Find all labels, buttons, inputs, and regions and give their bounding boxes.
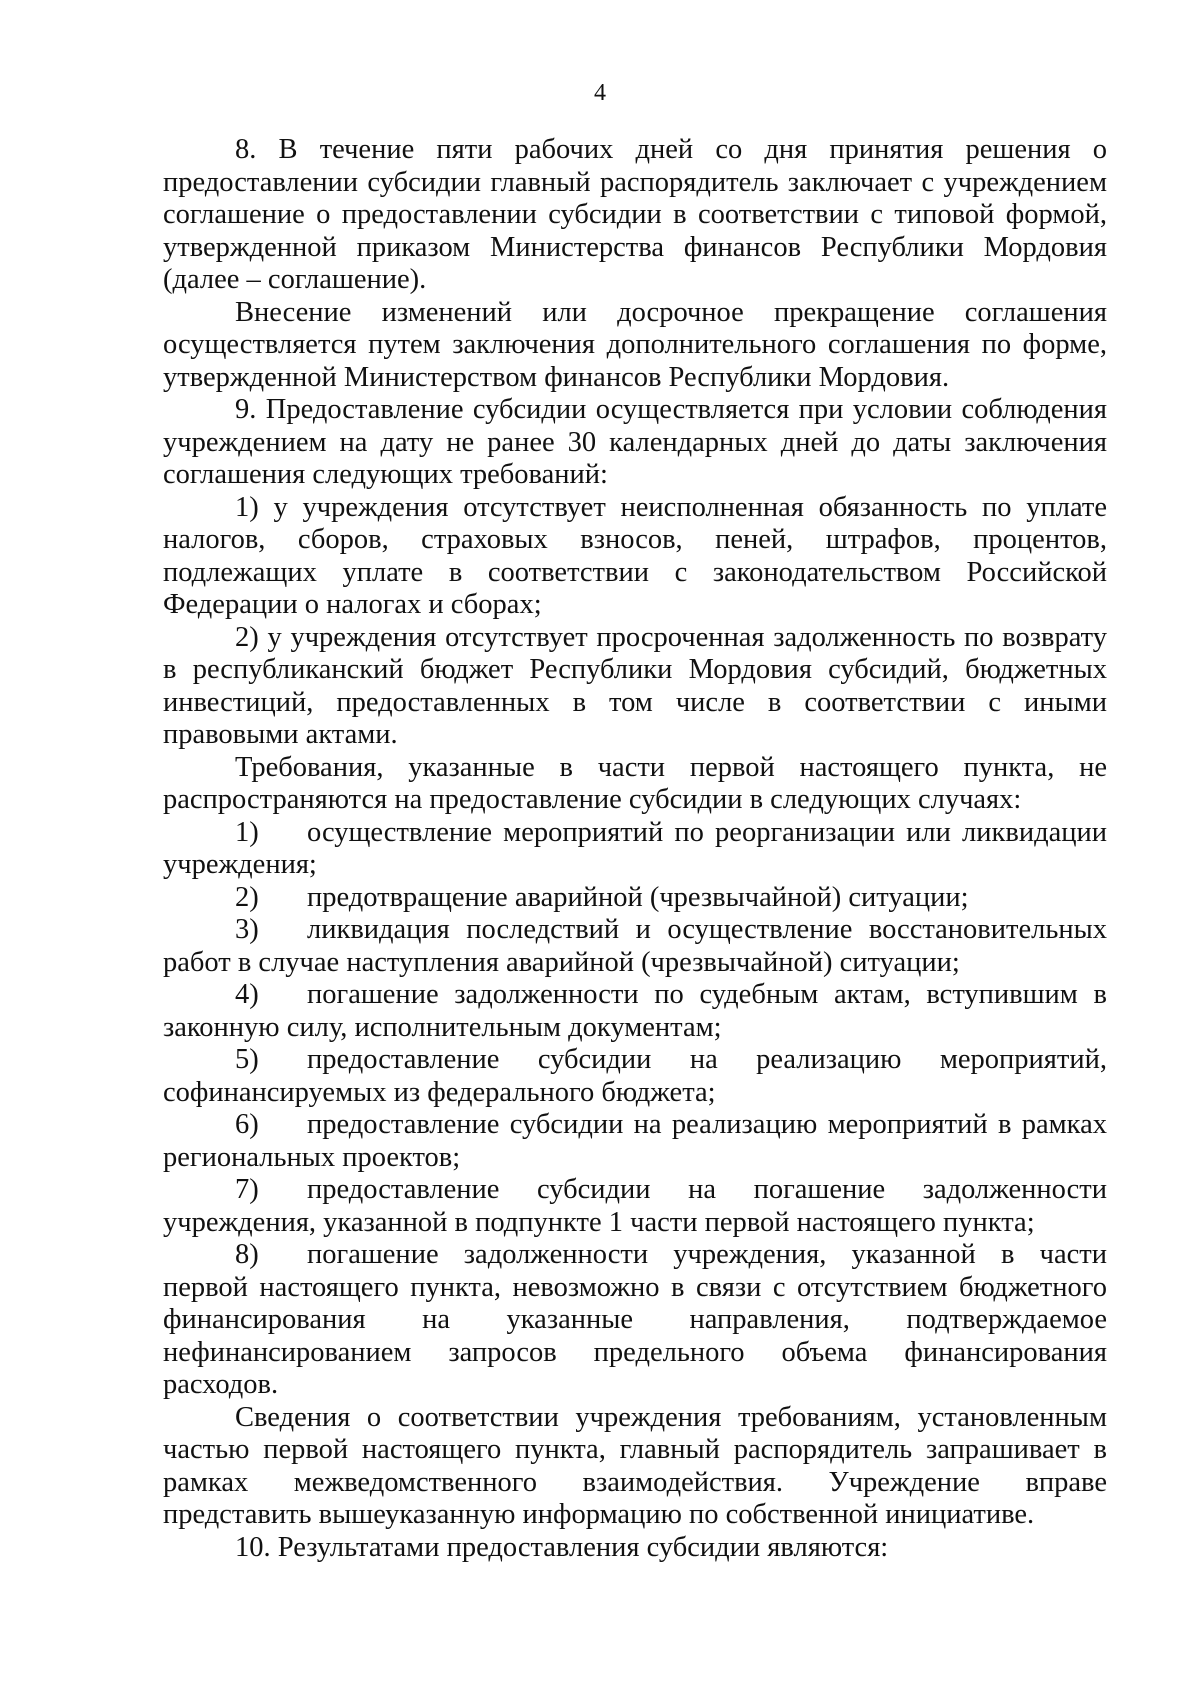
exception-text: осуществление мероприятий по реорганизации или ликвидации учреждения; (163, 816, 1107, 880)
paragraph-9-info: Сведения о соответствии учреждения требованиям, установленным частью первой настоящего пункта, главный распорядитель запрашивает в рамках межведомственного взаимодействия. Учреждение вправе представить вышеуказанную информацию по собственной инициативе. (163, 1401, 1107, 1530)
page-number: 4 (594, 80, 606, 106)
exception-number: 6) (235, 1109, 259, 1140)
exception-text: предоставление субсидии на реализацию мероприятий, софинансируемых из федерального бюджета; (163, 1044, 1107, 1108)
exception-number: 7) (235, 1174, 259, 1205)
exception-text: предотвращение аварийной (чрезвычайной) ситуации; (307, 881, 969, 913)
paragraph-8: 8. В течение пяти рабочих дней со дня принятия решения о предоставлении субсидии главный распорядитель заключает с учреждением соглашение о предоставлении субсидии в соответствии с типовой формой, утвержденной приказом Министерства финансов Республики Мордовия (далее – соглашение). (163, 134, 1107, 295)
exception-number: 8) (235, 1239, 259, 1270)
document-body (163, 134, 1107, 1564)
exception-number: 2) (235, 881, 259, 913)
paragraph-9-requirement-2: 2) у учреждения отсутствует просроченная задолженность по возврату в республиканский бюджет Республики Мордовия субсидий, бюджетных инвестиций, предоставленных в том числе в соответствии с иными правовыми актами. (163, 621, 1107, 750)
exception-item-1 (163, 817, 1107, 882)
exception-number: 4) (235, 979, 259, 1010)
paragraph-9-exceptions-intro: Требования, указанные в части первой настоящего пункта, не распространяются на предоставление субсидии в следующих случаях: (163, 751, 1107, 815)
exception-item-4 (163, 979, 1107, 1044)
exception-item-3 (163, 914, 1107, 979)
exception-text: предоставление субсидии на погашение задолженности учреждения, указанной в подпункте 1 части первой настоящего пункта; (163, 1174, 1107, 1238)
exception-item-7 (163, 1174, 1107, 1239)
exception-item-2 (163, 882, 1107, 915)
paragraph-9-requirement-1: 1) у учреждения отсутствует неисполненная обязанность по уплате налогов, сборов, страховых взносов, пеней, штрафов, процентов, подлежащих уплате в соответствии с законодательством Российской Федерации о налогах и сборах; (163, 491, 1107, 620)
exception-text: погашение задолженности учреждения, указанной в части первой настоящего пункта, невозможно в связи с отсутствием бюджетного финансирования на указанные направления, подтверждаемое нефинансированием запросов предельного объема финансирования расходов. (163, 1239, 1107, 1400)
paragraph-9: 9. Предоставление субсидии осуществляется при условии соблюдения учреждением на дату не ранее 30 календарных дней до даты заключения соглашения следующих требований: (163, 394, 1107, 490)
exception-item-8 (163, 1239, 1107, 1402)
exception-text: погашение задолженности по судебным актам, вступившим в законную силу, исполнительным документам; (163, 979, 1107, 1043)
exception-number: 3) (235, 914, 259, 945)
paragraph-10: 10. Результатами предоставления субсидии являются: (235, 1531, 889, 1563)
exception-item-6 (163, 1109, 1107, 1174)
paragraph-8-changes: Внесение изменений или досрочное прекращение соглашения осуществляется путем заключения дополнительного соглашения по форме, утвержденной Министерством финансов Республики Мордовия. (163, 296, 1107, 393)
exception-number: 1) (235, 816, 259, 848)
exception-number: 5) (235, 1044, 259, 1075)
exception-item-5 (163, 1044, 1107, 1109)
exception-text: предоставление субсидии на реализацию мероприятий в рамках региональных проектов; (163, 1109, 1107, 1173)
exception-text: ликвидация последствий и осуществление восстановительных работ в случае наступления аварийной (чрезвычайной) ситуации; (163, 914, 1107, 978)
